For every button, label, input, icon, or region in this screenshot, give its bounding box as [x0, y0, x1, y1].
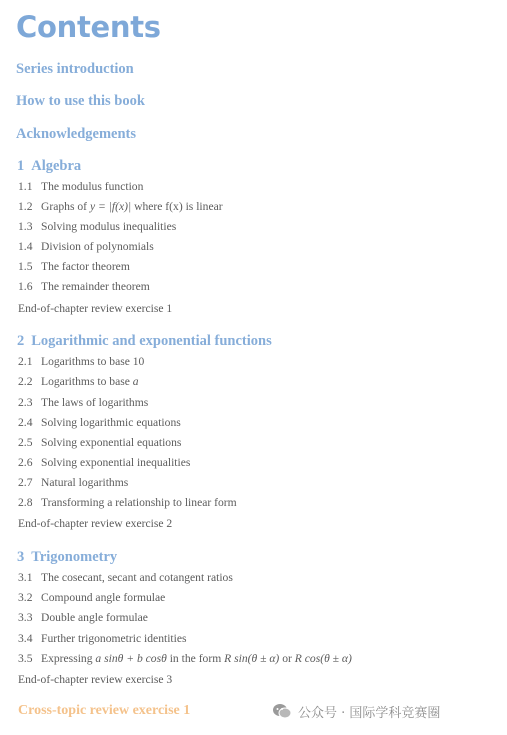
chapter-number: 3: [17, 549, 25, 565]
section-title-text: where f(x) is linear: [131, 200, 223, 213]
section-title: The factor theorem: [41, 260, 130, 273]
section-title: Solving exponential equations: [41, 436, 182, 449]
section-3-5[interactable]: [18, 652, 352, 665]
section-number: 2.6: [18, 456, 33, 469]
section-title-math: R sin(θ ± α): [224, 652, 280, 665]
watermark: [272, 700, 440, 722]
section-number: 2.7: [18, 476, 33, 489]
section-1-4[interactable]: [18, 240, 154, 253]
section-title-text: Graphs of: [41, 200, 90, 213]
section-number: 1.6: [18, 280, 33, 293]
section-title: Further trigonometric identities: [41, 632, 187, 645]
page-title: Contents: [16, 10, 161, 44]
section-number: 2.4: [18, 416, 33, 429]
end-of-chapter-review-1[interactable]: End-of-chapter review exercise 1: [18, 302, 173, 315]
section-title-math: R cos(θ ± α): [294, 652, 352, 665]
section-number: 1.4: [18, 240, 33, 253]
section-2-4[interactable]: [18, 416, 181, 429]
section-1-2[interactable]: [18, 200, 223, 213]
end-of-chapter-review-2[interactable]: End-of-chapter review exercise 2: [18, 517, 173, 530]
section-title: Double angle formulae: [41, 611, 148, 624]
section-title: Division of polynomials: [41, 240, 154, 253]
section-1-1[interactable]: [18, 180, 143, 193]
section-title-text: Logarithms to base: [41, 375, 133, 388]
section-1-3[interactable]: [18, 220, 176, 233]
section-number: 1.5: [18, 260, 33, 273]
section-title: Logarithms to base 10: [41, 355, 145, 368]
section-2-7[interactable]: [18, 476, 128, 489]
section-2-8[interactable]: [18, 496, 237, 509]
section-title: Solving logarithmic equations: [41, 416, 181, 429]
section-title: Compound angle formulae: [41, 591, 166, 604]
section-title: Transforming a relationship to linear form: [41, 496, 237, 509]
section-number: 3.2: [18, 591, 33, 604]
chapter-title: Trigonometry: [31, 549, 118, 565]
chapter-heading-1[interactable]: [17, 158, 81, 175]
chapter-title: Algebra: [31, 158, 82, 174]
cross-topic-review-1[interactable]: Cross-topic review exercise 1: [18, 703, 191, 718]
section-3-4[interactable]: [18, 632, 187, 645]
section-number: 1.1: [18, 180, 33, 193]
section-3-3[interactable]: [18, 611, 148, 624]
wechat-icon: [272, 703, 292, 719]
section-title-text: or: [279, 652, 295, 665]
section-2-5[interactable]: [18, 436, 181, 449]
section-title: The laws of logarithms: [41, 396, 149, 409]
section-3-2[interactable]: [18, 591, 165, 604]
section-2-6[interactable]: [18, 456, 190, 469]
front-matter-acknowledgements[interactable]: Acknowledgements: [16, 126, 137, 142]
section-title: Solving exponential inequalities: [41, 456, 191, 469]
section-title: The cosecant, secant and cotangent ratios: [41, 571, 233, 584]
chapter-number: 2: [17, 333, 25, 349]
section-title-math: a sinθ + b cosθ: [95, 652, 167, 665]
chapter-heading-3[interactable]: [17, 549, 117, 566]
section-number: 1.2: [18, 200, 33, 213]
section-title: The remainder theorem: [41, 280, 150, 293]
section-title-math: a: [132, 375, 139, 388]
section-title: The modulus function: [41, 180, 144, 193]
section-2-3[interactable]: [18, 396, 148, 409]
section-title-text: Expressing: [41, 652, 96, 665]
section-title-math: y = |f(x)|: [89, 200, 132, 213]
section-1-5[interactable]: [18, 260, 130, 273]
section-3-1[interactable]: [18, 571, 233, 584]
front-matter-how-to-use[interactable]: How to use this book: [16, 93, 145, 109]
chapter-title: Logarithmic and exponential functions: [31, 333, 272, 349]
watermark-text: 公众号 · 国际学科竞赛圈: [298, 705, 441, 721]
section-title-text: in the form: [166, 652, 225, 665]
section-number: 3.3: [18, 611, 33, 624]
chapter-heading-2[interactable]: [17, 333, 272, 350]
section-2-2[interactable]: [18, 375, 139, 388]
section-number: 3.1: [18, 571, 33, 584]
section-title: Natural logarithms: [41, 476, 129, 489]
end-of-chapter-review-3[interactable]: End-of-chapter review exercise 3: [18, 673, 173, 686]
section-number: 2.3: [18, 396, 33, 409]
section-number: 3.5: [18, 652, 33, 665]
section-number: 2.8: [18, 496, 33, 509]
section-number: 3.4: [18, 632, 33, 645]
section-1-6[interactable]: [18, 280, 150, 293]
section-number: 2.1: [18, 355, 33, 368]
front-matter-series-introduction[interactable]: Series introduction: [16, 61, 134, 77]
chapter-number: 1: [17, 158, 25, 174]
section-2-1[interactable]: [18, 355, 144, 368]
section-title: Solving modulus inequalities: [41, 220, 177, 233]
section-number: 1.3: [18, 220, 33, 233]
section-number: 2.2: [18, 375, 33, 388]
section-number: 2.5: [18, 436, 33, 449]
